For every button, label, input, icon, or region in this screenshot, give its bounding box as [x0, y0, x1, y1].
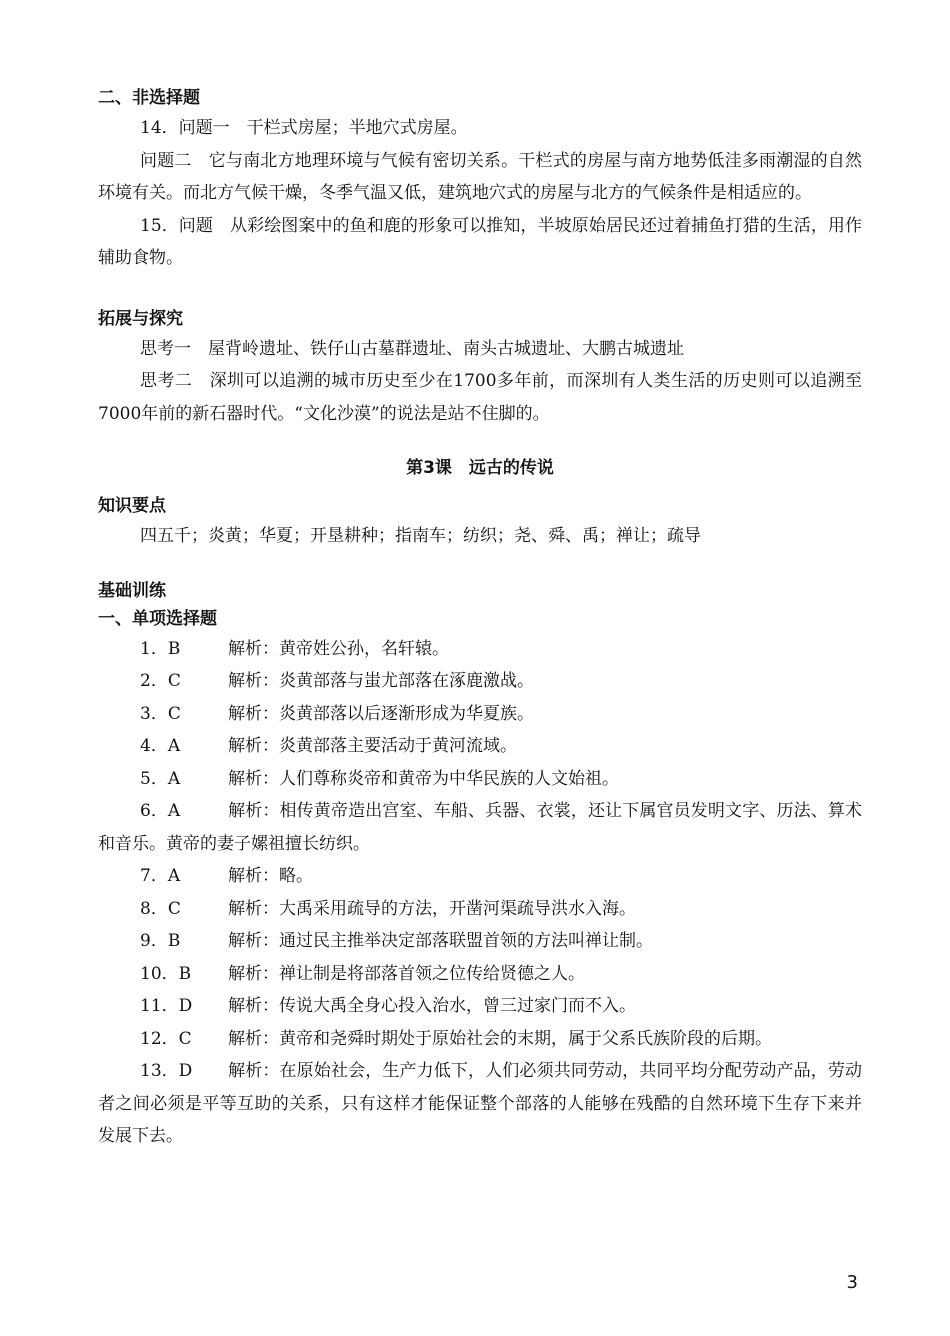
answer-explanation: 解析：炎黄部落与蚩尤部落在涿鹿激战。 [228, 671, 534, 691]
choice-answer-list [98, 633, 862, 1153]
answer-explanation: 解析：略。 [228, 866, 313, 886]
list-item [98, 893, 862, 926]
sub-heading-single-choice: 一、单项选择题 [98, 608, 217, 629]
answer-number: 6．A [140, 801, 181, 821]
answer-explanation: 解析：大禹采用疏导的方法，开凿河渠疏导洪水入海。 [228, 898, 636, 919]
list-item [98, 633, 862, 666]
section-heading-extension: 拓展与探究 [98, 308, 183, 329]
list-item [98, 958, 862, 991]
answer-number: 11．D [140, 996, 193, 1016]
answer-number: 5．A [140, 768, 181, 789]
answer-explanation: 解析：人们尊称炎帝和黄帝为中华民族的人文始祖。 [228, 768, 619, 789]
answer-number: 9．B [140, 931, 181, 951]
answer-explanation: 解析：炎黄部落以后逐渐形成为华夏族。 [228, 703, 534, 724]
answer-explanation: 解析：相传黄帝造出宫室、车船、兵器、衣裳，还让下属官员发明文字、历法、算术和音乐。黄帝的妻子嫘祖擅长纺织。 [98, 801, 862, 854]
answer-q14-part2: 问题二 它与南北方地理环境与气候有密切关系。干栏式的房屋与南方地势低洼多雨潮湿的自然环境有关。而北方气候干燥，冬季气温又低，建筑地穴式的房屋与北方的气候条件是相适应的。 [98, 150, 862, 203]
answer-number: 1．B [140, 638, 181, 659]
section-heading-knowledge: 知识要点 [98, 496, 166, 516]
answer-explanation: 解析：禅让制是将部落首领之位传给贤德之人。 [228, 963, 585, 984]
answer-explanation: 解析：通过民主推举决定部落联盟首领的方法叫禅让制。 [228, 931, 653, 951]
page-number: 3 [846, 1272, 858, 1293]
list-item [98, 698, 862, 731]
list-item [98, 860, 862, 893]
knowledge-points: 四五千；炎黄；华夏；开垦耕种；指南车；纺织；尧、舜、禹；禅让；疏导 [140, 526, 701, 546]
section-heading-basic: 基础训练 [98, 580, 166, 601]
list-item [98, 1055, 862, 1153]
answer-q14-part1: 14．问题一 干栏式房屋；半地穴式房屋。 [140, 118, 468, 138]
think-one: 思考一 屋背岭遗址、铁仔山古墓群遗址、南头古城遗址、大鹏古城遗址 [140, 338, 684, 359]
list-item [98, 795, 862, 860]
answer-explanation: 解析：炎黄部落主要活动于黄河流域。 [228, 736, 517, 756]
answer-number: 2．C [140, 671, 181, 691]
answer-q15: 15．问题 从彩绘图案中的鱼和鹿的形象可以推知，半坡原始居民还过着捕鱼打猎的生活，用作辅助食物。 [98, 215, 862, 268]
think-two: 思考二 深圳可以追溯的城市历史至少在1700多年前，而深圳有人类生活的历史则可以追溯至7000年前的新石器时代。“文化沙漠”的说法是站不住脚的。 [98, 371, 862, 424]
list-item [98, 665, 862, 698]
answer-explanation: 解析：黄帝姓公孙，名轩辕。 [228, 638, 449, 659]
answer-explanation: 解析：黄帝和尧舜时期处于原始社会的末期，属于父系氏族阶段的后期。 [228, 1028, 772, 1049]
list-item [98, 925, 862, 958]
list-item [98, 1023, 862, 1056]
answer-explanation: 解析：传说大禹全身心投入治水，曾三过家门而不入。 [228, 996, 636, 1016]
answer-explanation: 解析：在原始社会，生产力低下，人们必须共同劳动，共同平均分配劳动产品，劳动者之间必须是平等互助的关系，只有这样才能保证整个部落的人能够在残酷的自然环境下生存下来并发展下去。 [98, 1061, 862, 1146]
answer-number: 4．A [140, 736, 181, 756]
list-item [98, 730, 862, 763]
answer-number: 13．D [140, 1061, 193, 1081]
list-item [98, 990, 862, 1023]
lesson-title: 第3课 远古的传说 [406, 458, 554, 478]
answer-number: 3．C [140, 703, 181, 724]
answer-number: 12．C [140, 1028, 192, 1049]
page-content [98, 84, 862, 1153]
section-heading-nonchoice: 二、非选择题 [98, 88, 200, 108]
answer-number: 8．C [140, 898, 181, 919]
answer-number: 10．B [140, 963, 192, 984]
answer-number: 7．A [140, 866, 181, 886]
list-item [98, 763, 862, 796]
